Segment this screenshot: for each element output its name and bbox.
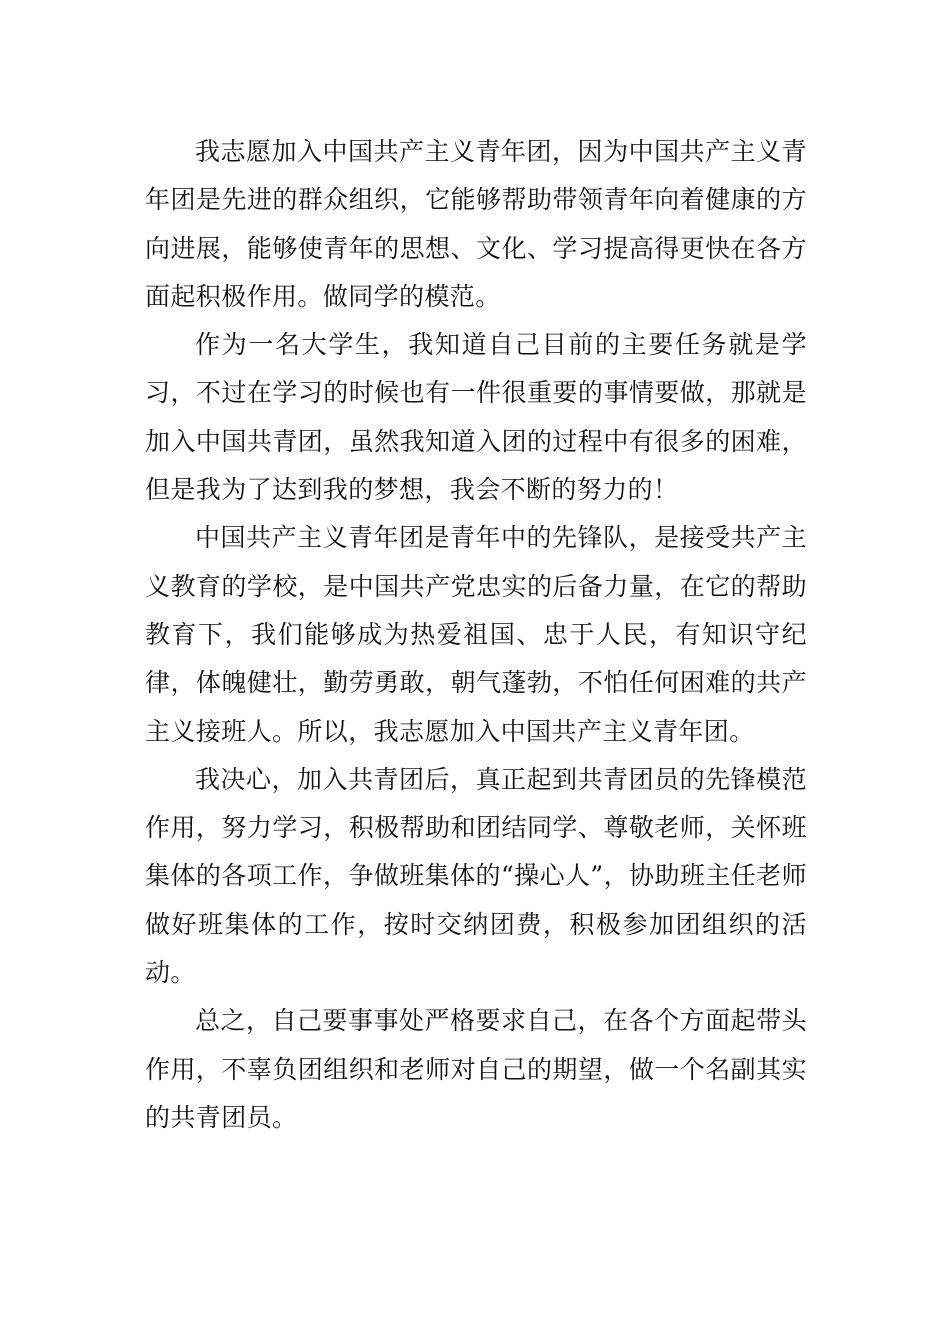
paragraph-5: 总之，自己要事事处严格要求自己，在各个方面起带头作用，不辜负团组织和老师对自己的期望，做一个名副其实的共青团员。 xyxy=(145,1006,807,1132)
paragraph-1: 我志愿加入中国共产主义青年团，因为中国共产主义青年团是先进的群众组织，它能够帮助带领青年向着健康的方向进展，能够使青年的思想、文化、学习提高得更快在各方面起积极作用。做同学的模范。 xyxy=(145,137,807,311)
paragraph-3: 中国共产主义青年团是青年中的先锋队，是接受共产主义教育的学校，是中国共产党忠实的后备力量，在它的帮助教育下，我们能够成为热爱祖国、忠于人民，有知识守纪律，体魄健壮，勤劳勇敢，朝气蓬勃，不怕任何困难的共产主义接班人。所以，我志愿加入中国共产主义青年团。 xyxy=(145,523,807,746)
document-body xyxy=(145,128,807,1142)
paragraph-4: 我决心，加入共青团后，真正起到共青团员的先锋模范作用，努力学习，积极帮助和团结同学、尊敬老师，关怀班集体的各项工作，争做班集体的“操心人”，协助班主任老师做好班集体的工作，按时交纳团费，积极参加团组织的活动。 xyxy=(145,764,807,988)
paragraph-2: 作为一名大学生，我知道自己目前的主要任务就是学习，不过在学习的时候也有一件很重要的事情要做，那就是加入中国共青团，虽然我知道入团的过程中有很多的困难，但是我为了达到我的梦想，我会不断的努力的！ xyxy=(145,330,807,505)
